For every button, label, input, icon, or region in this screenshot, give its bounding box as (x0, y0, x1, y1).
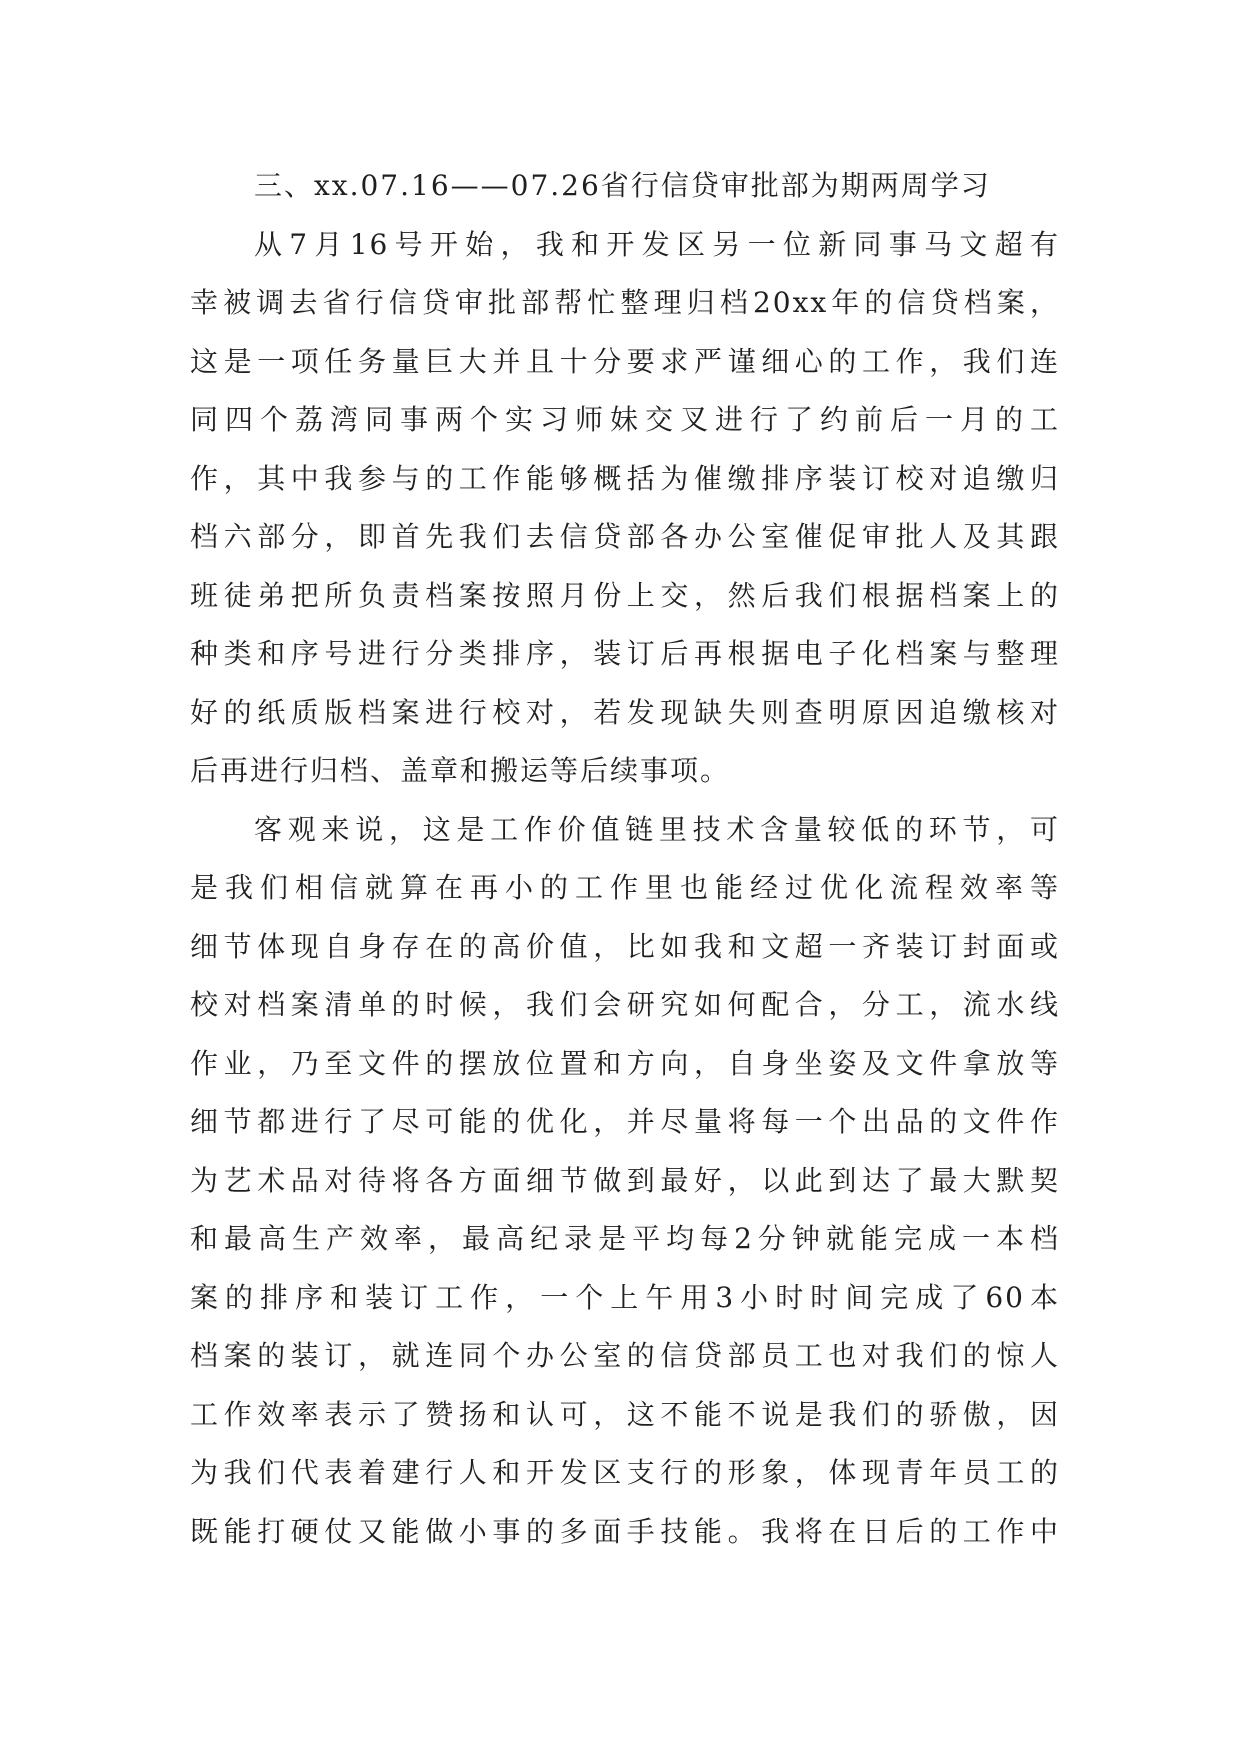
paragraph-line: 作业，乃至文件的摆放位置和方向，自身坐姿及文件拿放等 (190, 1046, 1060, 1080)
paragraph-line: 既能打硬仗又能做小事的多面手技能。我将在日后的工作中 (190, 1514, 1060, 1548)
section-heading: 三、xx.07.16——07.26省行信贷审批部为期两周学习 (254, 169, 991, 202)
paragraph-line: 客观来说，这是工作价值链里技术含量较低的环节，可 (254, 812, 1060, 846)
paragraph-line: 案的排序和装订工作，一个上午用3小时时间完成了60本 (190, 1280, 1060, 1314)
paragraph-line: 班徒弟把所负责档案按照月份上交，然后我们根据档案上的 (190, 578, 1060, 612)
paragraph-line: 档六部分，即首先我们去信贷部各办公室催促审批人及其跟 (190, 520, 1060, 553)
paragraph-line: 种类和序号进行分类排序，装订后再根据电子化档案与整理 (190, 637, 1060, 670)
paragraph-line: 细节体现自身存在的高价值，比如我和文超一齐装订封面或 (190, 929, 1060, 963)
paragraph-line: 好的纸质版档案进行校对，若发现缺失则查明原因追缴核对 (190, 695, 1060, 729)
paragraph-line: 为艺术品对待将各方面细节做到最好，以此到达了最大默契 (190, 1163, 1060, 1197)
paragraph-line: 档案的装订，就连同个办公室的信贷部员工也对我们的惊人 (190, 1339, 1060, 1372)
paragraph-line: 这是一项任务量巨大并且十分要求严谨细心的工作，我们连 (190, 344, 1060, 378)
paragraph-line: 工作效率表示了赞扬和认可，这不能不说是我们的骄傲，因 (190, 1397, 1060, 1431)
paragraph-line: 作，其中我参与的工作能够概括为催缴排序装订校对追缴归 (190, 461, 1060, 495)
paragraph-line: 和最高生产效率，最高纪录是平均每2分钟就能完成一本档 (190, 1222, 1060, 1255)
document-body (190, 157, 1060, 1561)
paragraph-line: 幸被调去省行信贷审批部帮忙整理归档20xx年的信贷档案， (190, 286, 1060, 319)
paragraph-line: 为我们代表着建行人和开发区支行的形象，体现青年员工的 (190, 1456, 1060, 1489)
paragraph-line: 校对档案清单的时候，我们会研究如何配合，分工，流水线 (190, 988, 1060, 1021)
paragraph-line: 从7月16号开始，我和开发区另一位新同事马文超有 (254, 227, 1060, 261)
paragraph-line: 后再进行归档、盖章和搬运等后续事项。 (190, 754, 731, 787)
paragraph-line: 细节都进行了尽可能的优化，并尽量将每一个出品的文件作 (190, 1105, 1060, 1138)
paragraph-line: 是我们相信就算在再小的工作里也能经过优化流程效率等 (190, 871, 1060, 904)
paragraph-line: 同四个荔湾同事两个实习师妹交叉进行了约前后一月的工 (190, 403, 1060, 436)
